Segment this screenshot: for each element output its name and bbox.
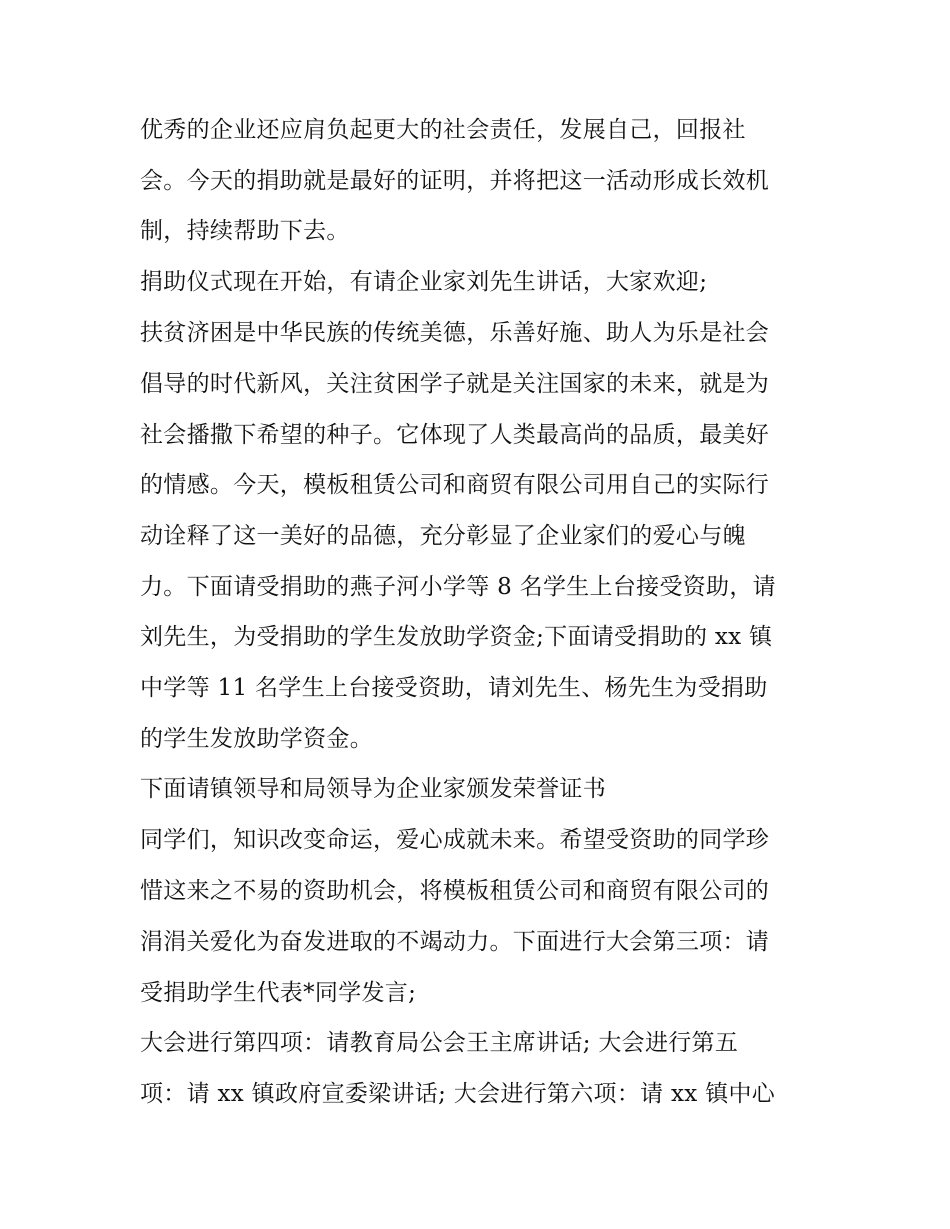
text-line: 受捐助学生代表*同学发言; (140, 980, 417, 1006)
text-line: 制，持续帮助下去。 (140, 218, 350, 244)
text-line: 会。今天的捐助就是最好的证明，并将把这一活动形成长效机 (140, 168, 770, 194)
text-line: 大会进行第四项：请教育局公会王主席讲话; 大会进行第五 (140, 1030, 739, 1056)
text-line: 刘先生，为受捐助的学生发放助学资金;下面请受捐助的 xx 镇 (140, 624, 773, 650)
text-line: 中学等 11 名学生上台接受资助，请刘先生、杨先生为受捐助 (140, 675, 768, 701)
text-line: 项：请 xx 镇政府宣委梁讲话; 大会进行第六项：请 xx 镇中心 (140, 1081, 776, 1107)
text-line: 优秀的企业还应肩负起更大的社会责任，发展自己，回报社 (140, 117, 746, 143)
text-line: 的学生发放助学资金。 (140, 726, 373, 752)
text-line: 捐助仪式现在开始，有请企业家刘先生讲话，大家欢迎; (140, 269, 708, 295)
text-line: 下面请镇领导和局领导为企业家颁发荣誉证书 (140, 776, 606, 802)
text-line: 扶贫济困是中华民族的传统美德，乐善好施、助人为乐是社会 (140, 320, 770, 346)
text-line: 涓涓关爱化为奋发进取的不竭动力。下面进行大会第三项：请 (140, 929, 770, 955)
text-line: 同学们，知识改变命运，爱心成就未来。希望受资助的同学珍 (140, 827, 770, 853)
text-line: 倡导的时代新风，关注贫困学子就是关注国家的未来，就是为 (140, 371, 770, 397)
text-line: 力。下面请受捐助的燕子河小学等 8 名学生上台接受资助，请 (140, 574, 776, 600)
text-line: 动诠释了这一美好的品德，充分彰显了企业家们的爱心与魄 (140, 523, 746, 549)
text-line: 惜这来之不易的资助机会，将模板租赁公司和商贸有限公司的 (140, 878, 770, 904)
text-line: 社会播撒下希望的种子。它体现了人类最高尚的品质，最美好 (140, 422, 770, 448)
text-line: 的情感。今天，模板租赁公司和商贸有限公司用自己的实际行 (140, 472, 770, 498)
